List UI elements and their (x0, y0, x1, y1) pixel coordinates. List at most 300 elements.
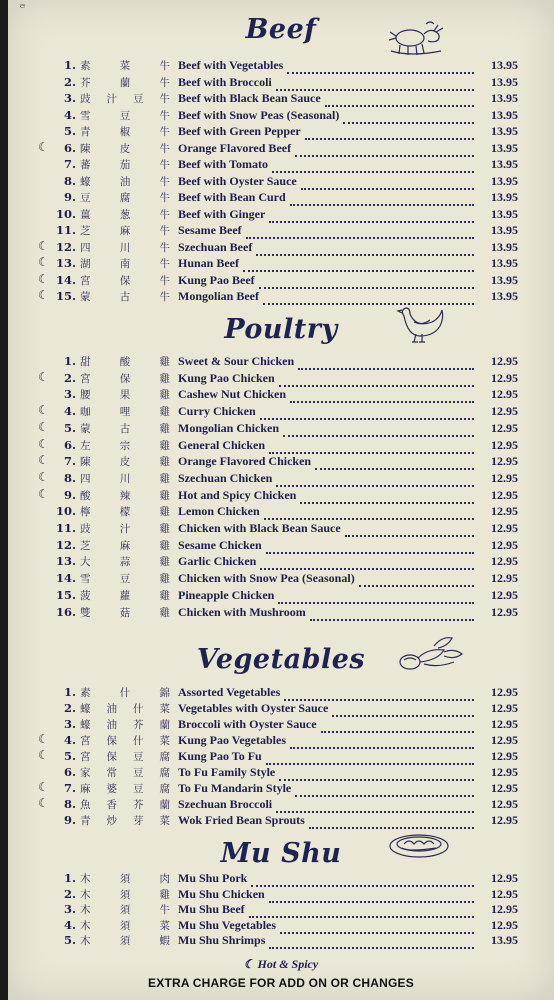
chinese-character: 咖 (80, 406, 91, 419)
item-chinese-name (80, 273, 170, 288)
section-title-poultry: Poultry (224, 314, 338, 345)
spicy-icon: ☾ (38, 732, 49, 746)
chinese-character: 豆 (133, 783, 144, 795)
chinese-character: 青 (80, 815, 91, 827)
chinese-character: 甜 (80, 356, 91, 368)
menu-item-poultry-1 (8, 354, 554, 370)
item-chinese-name (80, 108, 170, 123)
chinese-character: 牛 (159, 60, 170, 72)
item-name: Beef with Ginger (178, 206, 266, 221)
item-name: Beef with Black Bean Sauce (178, 91, 321, 105)
item-name: Orange Flavored Beef (178, 140, 292, 155)
chinese-character: 雞 (159, 573, 170, 586)
dot-leader (260, 554, 474, 570)
dot-leader (295, 141, 474, 157)
chinese-character: 保 (106, 751, 117, 763)
item-name: Beef with Vegetables (178, 58, 284, 72)
menu-item-vegetables-7 (8, 781, 554, 797)
item-price: 12.95 (491, 504, 518, 519)
item-name: Szechuan Chicken (178, 470, 273, 485)
chinese-character: 保 (106, 735, 117, 747)
item-chinese-name (80, 471, 170, 486)
dot-leader (300, 488, 474, 504)
item-chinese-name (80, 554, 170, 569)
item-number: 1. (63, 58, 76, 72)
item-price: 12.95 (491, 420, 518, 435)
chinese-character: 豆 (133, 767, 144, 779)
item-number: 13. (55, 554, 76, 569)
menu-item-beef-14 (8, 273, 554, 289)
dot-leader (280, 918, 474, 934)
vegetables-icon (394, 634, 466, 676)
chinese-character: 須 (119, 919, 131, 932)
item-chinese-name (80, 887, 170, 902)
item-price: 12.95 (491, 404, 518, 419)
chinese-character: 茄 (119, 159, 131, 171)
item-name: Beef with Snow Peas (Seasonal) (178, 107, 340, 122)
item-name: Beef with Green Pepper (178, 124, 301, 138)
item-name: Chicken with Black Bean Sauce (178, 521, 341, 535)
spicy-icon: ☾ (38, 139, 49, 154)
spicy-icon: ☾ (243, 957, 255, 971)
spicy-icon: ☾ (38, 271, 49, 286)
item-chinese-name (80, 765, 170, 780)
item-number: 2. (63, 370, 76, 385)
chinese-character: 酸 (80, 489, 91, 502)
chinese-character: 葱 (119, 208, 131, 221)
chinese-character: 四 (80, 241, 91, 254)
item-price: 13.95 (491, 140, 518, 155)
item-price: 12.95 (491, 554, 518, 569)
chinese-character: 炒 (106, 815, 117, 827)
item-chinese-name (80, 571, 170, 586)
chinese-character: 雞 (159, 539, 170, 552)
dot-leader (283, 421, 474, 437)
chinese-character: 陳 (80, 142, 91, 155)
item-number: 9. (63, 813, 76, 827)
pancake-platter-icon (388, 830, 450, 860)
item-number: 1. (63, 685, 76, 699)
chinese-character: 大 (80, 556, 91, 569)
chinese-character: 家 (80, 767, 91, 779)
chinese-character: 雞 (159, 406, 170, 419)
item-price: 12.95 (491, 454, 518, 469)
chinese-character: 芥 (133, 799, 144, 811)
chinese-character: 雞 (159, 422, 170, 435)
menu-item-vegetables-3 (8, 717, 554, 733)
dot-leader (278, 588, 474, 604)
item-number: 5. (63, 124, 76, 138)
item-name: Szechuan Beef (178, 239, 253, 254)
section-title-vegetables: Vegetables (196, 644, 366, 675)
item-name: Garlic Chicken (178, 554, 257, 569)
item-number: 3. (63, 902, 76, 917)
chinese-character: 芥 (80, 76, 91, 89)
menu-item-vegetables-5 (8, 749, 554, 765)
chinese-character: 牛 (159, 93, 170, 105)
menu-item-vegetables-9 (8, 813, 554, 829)
item-number: 6. (63, 437, 76, 452)
chinese-character: 檬 (119, 506, 131, 519)
chinese-character: 菇 (119, 606, 131, 619)
item-name: Mu Shu Chicken (178, 886, 265, 901)
item-price: 13.95 (491, 933, 518, 948)
item-name: Sesame Chicken (178, 537, 262, 552)
item-name: Vegetables with Oyster Sauce (178, 701, 329, 715)
chinese-character: 蕃 (80, 159, 91, 171)
item-chinese-name (80, 685, 170, 700)
spicy-icon: ☾ (38, 238, 49, 253)
chinese-character: 須 (119, 873, 131, 885)
spicy-icon: ☾ (38, 453, 49, 468)
chinese-character: 雞 (159, 489, 170, 502)
chinese-character: 腐 (119, 192, 131, 204)
item-price: 13.95 (491, 91, 518, 105)
item-name: To Fu Family Style (178, 765, 276, 779)
menu-item-beef-3 (8, 91, 554, 107)
chinese-character: 麻 (80, 783, 91, 795)
item-number: 4. (63, 917, 76, 932)
chinese-character: 魚 (80, 799, 91, 811)
chinese-character: 蝦 (159, 935, 170, 948)
item-price: 12.95 (491, 749, 518, 763)
dot-leader (249, 902, 474, 918)
item-number: 1. (63, 354, 76, 368)
chinese-character: 常 (106, 767, 117, 779)
item-name: Hunan Beef (178, 256, 240, 270)
chinese-character: 木 (80, 888, 91, 901)
item-chinese-name (80, 813, 170, 828)
chinese-character: 豆 (133, 93, 144, 105)
menu-item-poultry-12 (8, 538, 554, 554)
chinese-character: 豆 (119, 573, 131, 586)
chinese-character: 須 (119, 888, 131, 901)
dot-leader (309, 813, 474, 829)
item-chinese-name (80, 421, 170, 436)
spicy-legend (8, 957, 554, 972)
item-name: Kung Pao Vegetables (178, 733, 287, 747)
item-name: Kung Pao To Fu (178, 749, 262, 763)
chinese-character: 檸 (80, 506, 91, 519)
item-price: 13.95 (491, 223, 518, 237)
dot-leader (325, 91, 474, 107)
spicy-icon: ☾ (38, 419, 49, 434)
item-price: 13.95 (491, 173, 518, 188)
dot-leader (276, 75, 474, 91)
item-number: 10. (55, 504, 76, 519)
chinese-character: 菜 (159, 815, 170, 827)
menu-item-beef-5 (8, 124, 554, 140)
item-price: 12.95 (491, 587, 518, 602)
dot-leader (301, 174, 474, 190)
dot-leader (279, 765, 474, 781)
chinese-character: 菜 (159, 735, 170, 747)
spicy-icon: ☾ (38, 748, 49, 762)
chinese-character: 雞 (159, 472, 170, 485)
chinese-character: 腰 (80, 389, 91, 402)
spicy-icon: ☾ (38, 369, 49, 384)
chinese-character: 芥 (133, 719, 144, 731)
menu-item-vegetables-4 (8, 733, 554, 749)
item-price: 13.95 (491, 206, 518, 221)
chinese-character: 什 (133, 735, 144, 747)
item-name: Sesame Beef (178, 223, 242, 237)
item-price: 12.95 (491, 685, 518, 699)
menu-item-beef-4 (8, 108, 554, 124)
item-name: Mu Shu Pork (178, 871, 248, 885)
menu-item-poultry-2 (8, 371, 554, 387)
item-number: 2. (63, 74, 76, 89)
item-chinese-name (80, 157, 170, 172)
menu-item-mu-shu-1 (8, 871, 554, 887)
chinese-character: 牛 (159, 192, 170, 204)
item-price: 13.95 (491, 256, 518, 270)
item-name: Hot and Spicy Chicken (178, 487, 297, 502)
menu-item-mu-shu-3 (8, 902, 554, 918)
item-number: 8. (63, 797, 76, 811)
item-number: 9. (63, 190, 76, 204)
item-chinese-name (80, 91, 170, 106)
item-number: 4. (63, 404, 76, 419)
item-number: 14. (55, 571, 76, 586)
menu-item-mu-shu-2 (8, 887, 554, 903)
item-chinese-name (80, 124, 170, 139)
menu-item-beef-11 (8, 223, 554, 239)
item-chinese-name (80, 387, 170, 402)
item-chinese-name (80, 588, 170, 603)
chinese-character: 芝 (80, 539, 91, 552)
item-price: 12.95 (491, 487, 518, 502)
menu-item-poultry-3 (8, 387, 554, 403)
chinese-character: 油 (119, 175, 131, 188)
item-number: 2. (63, 886, 76, 901)
item-chinese-name (80, 174, 170, 189)
dot-leader (295, 781, 474, 797)
chinese-character: 木 (80, 873, 91, 885)
menu-item-poultry-13 (8, 554, 554, 570)
chinese-character: 宮 (80, 751, 91, 763)
chinese-character: 芝 (80, 225, 91, 237)
chinese-character: 陳 (80, 456, 91, 469)
menu-item-poultry-4 (8, 404, 554, 420)
chinese-character: 牛 (159, 76, 170, 89)
item-chinese-name (80, 933, 170, 948)
dot-leader (305, 124, 474, 140)
chinese-character: 雞 (159, 506, 170, 519)
item-number: 4. (63, 733, 76, 747)
chinese-character: 宮 (80, 735, 91, 747)
item-name: Curry Chicken (178, 404, 256, 419)
item-number: 2. (63, 701, 76, 715)
item-number: 4. (63, 107, 76, 122)
item-number: 6. (63, 765, 76, 779)
item-name: Beef with Broccoli (178, 74, 272, 89)
menu-item-poultry-5 (8, 421, 554, 437)
item-number: 15. (55, 587, 76, 602)
dot-leader (264, 504, 474, 520)
chinese-character: 牛 (159, 274, 170, 287)
item-chinese-name (80, 438, 170, 453)
chinese-character: 保 (119, 372, 131, 385)
item-number: 11. (55, 521, 76, 535)
chinese-character: 宮 (80, 372, 91, 385)
item-chinese-name (80, 207, 170, 222)
item-name: Beef with Tomato (178, 157, 268, 171)
chinese-character: 木 (80, 935, 91, 948)
chinese-character: 蘭 (159, 799, 170, 811)
menu-item-beef-10 (8, 207, 554, 223)
dot-leader (290, 387, 474, 403)
item-price: 13.95 (491, 107, 518, 122)
dot-leader (243, 256, 474, 272)
item-price: 13.95 (491, 239, 518, 254)
item-name: Mongolian Beef (178, 289, 259, 303)
item-number: 6. (63, 140, 76, 155)
chinese-character: 雙 (80, 606, 91, 619)
item-price: 12.95 (491, 701, 518, 715)
item-name: Mongolian Chicken (178, 420, 280, 435)
item-chinese-name (80, 240, 170, 255)
spicy-icon: ☾ (38, 486, 49, 501)
item-price: 12.95 (491, 765, 518, 779)
chinese-character: 牛 (159, 208, 170, 221)
chinese-character: 豆 (133, 751, 144, 763)
item-price: 12.95 (491, 797, 518, 811)
chinese-character: 蒙 (80, 291, 91, 303)
spicy-icon: ☾ (38, 255, 49, 269)
chinese-character: 雞 (159, 589, 170, 602)
dot-leader (263, 289, 474, 305)
chinese-character: 哩 (119, 406, 131, 419)
dot-leader (269, 933, 474, 949)
chinese-character: 果 (119, 389, 131, 402)
item-price: 12.95 (491, 437, 518, 452)
section-title-mu-shu: Mu Shu (220, 838, 342, 869)
spicy-icon: ☾ (38, 403, 49, 418)
item-chinese-name (80, 75, 170, 90)
item-name: To Fu Mandarin Style (178, 781, 292, 795)
item-number: 7. (63, 454, 76, 469)
dot-leader (269, 207, 474, 223)
item-name: Mu Shu Beef (178, 902, 245, 917)
item-price: 12.95 (491, 813, 518, 827)
item-number: 1. (63, 871, 76, 885)
spicy-icon: ☾ (38, 436, 49, 451)
item-chinese-name (80, 504, 170, 519)
item-price: 12.95 (491, 387, 518, 402)
spicy-icon: ☾ (38, 796, 49, 810)
extra-charge-note: EXTRA CHARGE FOR ADD ON OR CHANGES (148, 976, 414, 990)
item-price: 13.95 (491, 272, 518, 287)
item-chinese-name (80, 781, 170, 796)
menu-item-poultry-16 (8, 605, 554, 621)
dot-leader (269, 438, 474, 454)
chinese-character: 雞 (159, 389, 170, 402)
chinese-character: 薑 (80, 208, 91, 221)
item-price: 12.95 (491, 354, 518, 368)
chinese-character: 豆 (80, 192, 91, 204)
dot-leader (251, 871, 474, 887)
chinese-character: 麻 (119, 539, 131, 552)
chinese-character: 雞 (159, 556, 170, 569)
menu-item-poultry-15 (8, 588, 554, 604)
chinese-character: 須 (119, 935, 131, 948)
chinese-character: 古 (119, 422, 131, 435)
cattle-icon (386, 16, 448, 58)
item-chinese-name (80, 354, 170, 369)
chinese-character: 木 (80, 904, 91, 917)
dot-leader (345, 521, 474, 537)
chinese-character: 豉 (80, 523, 91, 535)
dot-leader (290, 190, 474, 206)
item-chinese-name (80, 871, 170, 886)
chinese-character: 青 (80, 126, 91, 138)
item-number: 15. (55, 289, 76, 303)
item-price: 12.95 (491, 571, 518, 586)
chinese-character: 蘭 (119, 76, 131, 89)
item-name: Wok Fried Bean Sprouts (178, 813, 305, 827)
item-number: 9. (63, 487, 76, 502)
item-name: General Chicken (178, 437, 265, 452)
spicy-icon: ☾ (38, 469, 49, 484)
chinese-character: 雞 (159, 439, 170, 452)
chinese-character: 川 (119, 472, 131, 485)
chinese-character: 牛 (159, 241, 170, 254)
chinese-character: 蒜 (119, 556, 131, 569)
item-name: Lemon Chicken (178, 504, 260, 519)
item-price: 12.95 (491, 781, 518, 795)
dot-leader (266, 749, 474, 765)
menu-item-beef-1 (8, 58, 554, 74)
item-chinese-name (80, 749, 170, 764)
chinese-character: 腐 (159, 783, 170, 795)
chinese-character: 素 (80, 60, 91, 72)
item-chinese-name (80, 223, 170, 238)
chinese-character: 雪 (80, 573, 91, 586)
chinese-character: 蠔 (80, 703, 91, 715)
item-price: 12.95 (491, 917, 518, 932)
chinese-character: 辣 (119, 489, 131, 502)
chinese-character: 什 (119, 687, 131, 699)
chinese-character: 牛 (159, 225, 170, 237)
chinese-character: 油 (106, 719, 117, 731)
menu-item-poultry-11 (8, 521, 554, 537)
chinese-character: 芽 (133, 815, 144, 827)
chinese-character: 牛 (159, 175, 170, 188)
chinese-character: 宮 (80, 274, 91, 287)
spicy-icon: ☾ (38, 288, 49, 302)
item-price: 12.95 (491, 733, 518, 747)
dot-leader (279, 371, 474, 387)
chinese-character: 蠔 (80, 719, 91, 731)
chinese-character: 婆 (106, 783, 117, 795)
dot-leader (298, 354, 474, 370)
item-price: 12.95 (491, 871, 518, 885)
menu-page (8, 0, 554, 1000)
menu-item-mu-shu-4 (8, 918, 554, 934)
dot-leader (276, 471, 474, 487)
item-number: 8. (63, 470, 76, 485)
chinese-character: 雞 (159, 372, 170, 385)
item-name: Chicken with Mushroom (178, 604, 306, 619)
item-number: 3. (63, 387, 76, 402)
item-number: 5. (63, 420, 76, 435)
chinese-character: 什 (133, 703, 144, 715)
item-chinese-name (80, 701, 170, 716)
item-name: Mu Shu Shrimps (178, 933, 266, 948)
chinese-character: 宗 (119, 439, 131, 452)
chinese-character: 牛 (159, 904, 170, 917)
